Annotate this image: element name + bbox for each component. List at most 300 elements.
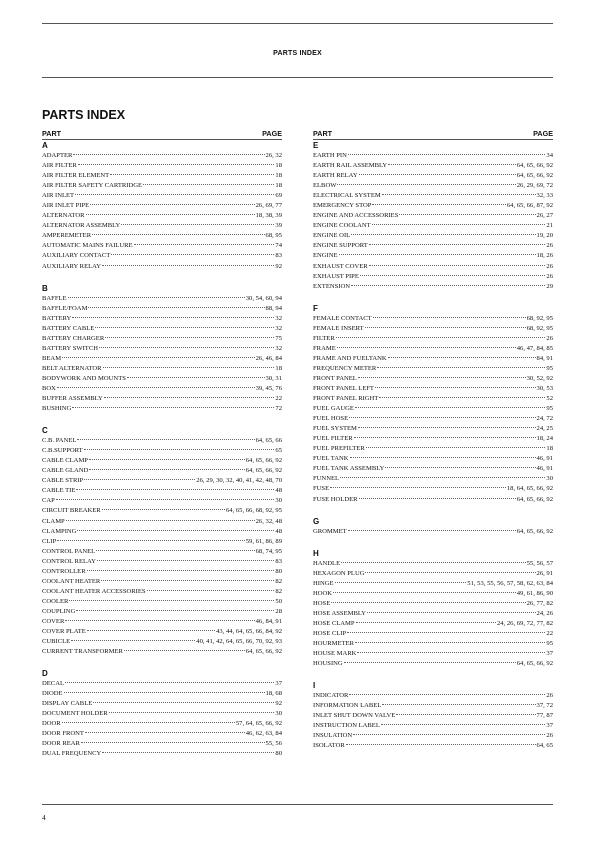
part-name: EXHAUST COVER	[313, 262, 368, 270]
dot-leader	[109, 712, 275, 713]
index-entry	[42, 547, 282, 557]
dot-leader	[102, 752, 274, 753]
dot-leader	[331, 602, 525, 603]
dot-leader	[347, 632, 545, 633]
dot-leader	[335, 582, 467, 583]
part-name: INSULATION	[313, 732, 353, 740]
index-column-right	[313, 129, 553, 751]
index-section	[42, 668, 282, 759]
page-refs: 72	[275, 405, 282, 413]
dot-leader	[351, 234, 535, 235]
index-entry	[42, 557, 282, 567]
index-entry	[313, 599, 553, 609]
page-refs: 26	[546, 242, 553, 250]
dot-leader	[101, 580, 274, 581]
page-refs: 95	[546, 364, 553, 372]
index-entry	[42, 211, 282, 221]
dot-leader	[104, 397, 275, 398]
page-refs: 18	[275, 182, 282, 190]
page-refs: 46, 47, 84, 85	[516, 344, 553, 352]
page-refs: 64, 65, 66, 92	[516, 660, 553, 668]
page-refs: 64, 65, 66	[255, 437, 282, 445]
dot-leader	[354, 437, 536, 438]
dot-leader	[89, 469, 244, 470]
index-entry	[42, 699, 282, 709]
dot-leader	[105, 337, 274, 338]
dot-leader	[372, 204, 505, 205]
dot-leader	[76, 610, 274, 611]
dot-leader	[92, 234, 264, 235]
page-refs: 22	[546, 629, 553, 637]
part-name: FUEL TANK	[313, 455, 349, 463]
page-refs: 69	[275, 192, 282, 200]
index-entry	[42, 506, 282, 516]
index-entry	[313, 221, 553, 231]
index-entry	[313, 354, 553, 364]
part-name: ELBOW	[313, 182, 337, 190]
section-letter: F	[313, 303, 318, 313]
part-name: FUEL SYSTEM	[313, 425, 357, 433]
dot-leader	[65, 620, 254, 621]
page-refs: 26, 32, 48	[255, 517, 282, 525]
dot-leader	[369, 244, 546, 245]
page-refs: 80	[275, 567, 282, 575]
dot-leader	[56, 499, 275, 500]
dot-leader	[78, 164, 275, 165]
dot-leader	[337, 184, 515, 185]
part-name: BOX	[42, 384, 56, 392]
dot-leader	[337, 347, 516, 348]
index-entry	[313, 404, 553, 414]
dot-leader	[379, 397, 545, 398]
index-entry	[42, 456, 282, 466]
part-name: ENGINE AND ACCESSORIES	[313, 212, 399, 220]
part-name: COOLANT HEATER	[42, 577, 101, 585]
header-rule	[42, 77, 553, 78]
index-section	[42, 425, 282, 657]
index-entry	[313, 721, 553, 731]
index-entry	[42, 496, 282, 506]
part-name: CUBICLE	[42, 638, 71, 646]
dot-leader	[62, 357, 255, 358]
dot-leader	[382, 194, 536, 195]
index-entry	[313, 527, 553, 537]
index-section	[313, 548, 553, 670]
section-letter: A	[42, 141, 48, 150]
part-name: ISOLATOR	[313, 742, 345, 750]
index-entry	[42, 527, 282, 537]
dot-leader	[57, 540, 244, 541]
part-name: FRAME AND FUELTANK	[313, 354, 387, 362]
page-refs: 65	[275, 447, 282, 455]
page-refs: 19, 20	[536, 232, 553, 240]
index-entry	[42, 304, 282, 314]
dot-leader	[358, 427, 536, 428]
page-refs: 43, 44, 64, 65, 66, 84, 92	[216, 628, 282, 636]
index-entry	[313, 711, 553, 721]
index-entry	[313, 344, 553, 354]
dot-leader	[134, 244, 275, 245]
part-name: AIR FILTER ELEMENT	[42, 172, 110, 180]
part-name: ENGINE	[313, 252, 338, 260]
index-entry	[313, 569, 553, 579]
part-name: ALTERNATOR ASSEMBLY	[42, 222, 121, 230]
index-entry	[42, 486, 282, 496]
dot-leader	[353, 734, 545, 735]
index-entry	[42, 294, 282, 304]
page-refs: 32	[275, 314, 282, 322]
page-refs: 18, 64, 65, 66, 92	[506, 485, 553, 493]
page-refs: 50	[275, 597, 282, 605]
part-name: FUSE	[313, 485, 330, 493]
index-entry	[42, 364, 282, 374]
index-entry	[313, 241, 553, 251]
index-entry	[42, 241, 282, 251]
part-name: BELT ALTERNATOR	[42, 364, 102, 372]
part-name: FILTER	[313, 334, 335, 342]
dot-leader	[69, 600, 274, 601]
index-entry	[313, 659, 553, 669]
dot-leader	[97, 560, 274, 561]
page-refs: 26, 29, 69, 72	[516, 182, 553, 190]
index-entry	[42, 314, 282, 324]
part-name: BATTERY SWITCH	[42, 344, 98, 352]
page-title: PARTS INDEX	[42, 108, 126, 122]
index-entry	[42, 404, 282, 414]
part-name: FUEL FILTER	[313, 435, 353, 443]
part-name: CONTROL PANEL	[42, 547, 96, 555]
dot-leader	[72, 317, 274, 318]
part-name: C.B.SUPPORT	[42, 447, 83, 455]
index-entry	[313, 282, 553, 292]
index-entry	[313, 424, 553, 434]
dot-leader	[365, 572, 535, 573]
part-name: DOOR REAR	[42, 740, 80, 748]
index-entry	[313, 434, 553, 444]
index-entry	[42, 627, 282, 637]
dot-leader	[147, 590, 275, 591]
index-entry	[42, 719, 282, 729]
index-entry	[42, 476, 282, 486]
page-refs: 48	[275, 487, 282, 495]
part-column-label: PART	[313, 129, 333, 138]
page-refs: 64, 65, 66, 92	[245, 648, 282, 656]
dot-leader	[340, 477, 545, 478]
dot-leader	[388, 357, 536, 358]
page-refs: 30, 31	[265, 374, 282, 382]
dot-leader	[339, 254, 536, 255]
part-name: CIRCUIT BREAKER	[42, 507, 101, 515]
part-name: FUEL GAUGE	[313, 405, 354, 413]
index-entry	[313, 251, 553, 261]
index-entry	[313, 384, 553, 394]
index-section	[313, 140, 553, 292]
index-entry	[42, 577, 282, 587]
index-entry	[42, 221, 282, 231]
part-name: BATTERY	[42, 314, 72, 322]
page-refs: 55, 56	[265, 740, 282, 748]
page-refs: 26, 32	[265, 152, 282, 159]
index-entry	[42, 587, 282, 597]
page-refs: 68, 74, 95	[255, 547, 282, 555]
index-entry	[42, 394, 282, 404]
part-name: GROMMET	[313, 527, 347, 535]
index-entry	[42, 201, 282, 211]
dot-leader	[103, 367, 275, 368]
page-refs: 18, 26	[536, 252, 553, 260]
dot-leader	[68, 297, 245, 298]
index-entry	[42, 191, 282, 201]
index-entry	[42, 151, 282, 161]
part-name: FUSE HOLDER	[313, 495, 358, 503]
dot-leader	[382, 704, 535, 705]
index-entry	[313, 314, 553, 324]
column-header	[313, 129, 553, 140]
dot-leader	[124, 650, 245, 651]
index-entry	[313, 262, 553, 272]
index-entry	[42, 617, 282, 627]
dot-leader	[102, 509, 225, 510]
part-name: CLIP	[42, 537, 57, 545]
dot-leader	[348, 530, 516, 531]
page-refs: 26	[546, 732, 553, 740]
index-entry	[42, 466, 282, 476]
part-name: HOSE CLIP	[313, 629, 347, 637]
part-name: CONTROLLER	[42, 567, 86, 575]
index-entry	[313, 394, 553, 404]
part-name: BUSHING	[42, 405, 72, 413]
part-name: AUXILIARY CONTACT	[42, 252, 111, 260]
page-refs: 26	[546, 272, 553, 280]
page-refs: 24, 26	[536, 609, 553, 617]
part-name: EARTH PIN	[313, 152, 347, 159]
page-refs: 30	[546, 475, 553, 483]
index-entry	[42, 647, 282, 657]
dot-leader	[93, 702, 274, 703]
page-refs: 83	[275, 557, 282, 565]
page-refs: 30	[275, 497, 282, 505]
index-entry	[42, 231, 282, 241]
page-refs: 64, 65, 66, 92	[516, 495, 553, 503]
index-entry	[42, 517, 282, 527]
index-entry	[42, 324, 282, 334]
part-name: FUEL PREFILTER	[313, 445, 365, 453]
part-name: HOURMETER	[313, 639, 355, 647]
part-name: BEAM	[42, 354, 62, 362]
page-refs: 26	[546, 692, 553, 700]
part-name: FRONT PANEL	[313, 374, 357, 382]
index-entry	[313, 414, 553, 424]
index-entry	[313, 579, 553, 589]
dot-leader	[57, 387, 255, 388]
index-entry	[42, 679, 282, 689]
index-entry	[313, 701, 553, 711]
page-refs: 55, 56, 57	[526, 559, 553, 567]
part-name: HOUSE MARK	[313, 650, 357, 658]
page-refs: 18	[546, 445, 553, 453]
page-refs: 32	[275, 344, 282, 352]
dot-leader	[355, 642, 545, 643]
index-entry	[313, 731, 553, 741]
index-entry	[313, 484, 553, 494]
index-entry	[42, 262, 282, 272]
page-refs: 26, 77, 82	[526, 599, 553, 607]
part-name: EXTENSION	[313, 282, 350, 290]
part-name: AIR INLET PIPE	[42, 202, 90, 210]
part-name: CLAMP	[42, 517, 65, 525]
part-name: DOCUMENT HOLDER	[42, 710, 108, 718]
part-name: DECAL	[42, 680, 64, 688]
index-entry	[42, 637, 282, 647]
dot-leader	[84, 479, 195, 480]
index-entry	[313, 559, 553, 569]
part-name: AIR FILTER	[42, 162, 77, 170]
dot-leader	[64, 692, 265, 693]
part-name: DUAL FREQUENCY	[42, 750, 102, 758]
part-name: INDICATOR	[313, 692, 349, 700]
part-name: CLAMPING	[42, 527, 77, 535]
page-refs: 39, 45, 76	[255, 384, 282, 392]
part-name: HOSE CLAMP	[313, 619, 355, 627]
page-refs: 88, 94	[265, 304, 282, 312]
dot-leader	[388, 164, 516, 165]
part-column-label: PART	[42, 129, 62, 138]
part-name: HOSE ASSEMBLY	[313, 609, 367, 617]
page-refs: 26, 91	[536, 569, 553, 577]
index-entry	[42, 161, 282, 171]
index-entry	[42, 446, 282, 456]
index-entry	[313, 211, 553, 221]
dot-leader	[333, 592, 516, 593]
page-refs: 64, 65, 66, 68, 92, 95	[225, 507, 282, 515]
dot-leader	[355, 407, 545, 408]
index-entry	[42, 739, 282, 749]
page-refs: 48	[275, 527, 282, 535]
page-refs: 64, 65, 66, 87, 92	[506, 202, 553, 210]
index-entry	[313, 201, 553, 211]
page-refs: 68, 95	[265, 232, 282, 240]
dot-leader	[88, 307, 264, 308]
part-name: BAFFLE	[42, 294, 67, 302]
dot-leader	[111, 254, 274, 255]
page-refs: 18	[275, 364, 282, 372]
section-letter: G	[313, 516, 320, 526]
part-name: BODYWORK AND MOUNTS	[42, 374, 126, 382]
index-section	[313, 516, 553, 537]
part-name: EARTH RAIL ASSEMBLY	[313, 162, 388, 170]
page-refs: 26, 46, 84	[255, 354, 282, 362]
dot-leader	[87, 630, 215, 631]
part-name: COVER	[42, 617, 65, 625]
index-entry	[313, 334, 553, 344]
part-name: HINGE	[313, 579, 334, 587]
column-header	[42, 129, 282, 140]
index-entry	[313, 629, 553, 639]
index-entry	[313, 609, 553, 619]
dot-leader	[377, 367, 545, 368]
index-entry	[313, 741, 553, 751]
part-name: FRONT PANEL RIGHT	[313, 395, 379, 403]
index-entry	[313, 364, 553, 374]
dot-leader	[77, 530, 274, 531]
part-name: DIODE	[42, 690, 63, 698]
dot-leader	[381, 724, 546, 725]
index-section	[42, 283, 282, 415]
part-name: FUNNEL	[313, 475, 340, 483]
dot-leader	[77, 439, 254, 440]
page-refs: 26, 29, 30, 32, 40, 41, 42, 48, 70	[196, 477, 282, 485]
index-entry	[42, 567, 282, 577]
part-name: FRONT PANEL LEFT	[313, 384, 374, 392]
page-refs: 52	[546, 395, 553, 403]
dot-leader	[65, 682, 274, 683]
dot-leader	[84, 449, 275, 450]
index-entry	[313, 495, 553, 505]
part-name: CAP	[42, 497, 55, 505]
part-name: INSTRUCTION LABEL	[313, 722, 380, 730]
part-name: CABLE CLAMP	[42, 457, 88, 465]
dot-leader	[358, 377, 526, 378]
dot-leader	[344, 662, 516, 663]
dot-leader	[356, 622, 496, 623]
section-letter: E	[313, 141, 319, 150]
index-entry	[313, 474, 553, 484]
dot-leader	[396, 714, 535, 715]
page-refs: 64, 65, 66, 92	[516, 527, 553, 535]
part-name: AUXILIARY RELAY	[42, 262, 102, 270]
page-refs: 74	[275, 242, 282, 250]
index-entry	[42, 181, 282, 191]
part-name: FREQUENCY METER	[313, 364, 377, 372]
part-name: ENGINE SUPPORT	[313, 242, 368, 250]
dot-leader	[366, 447, 546, 448]
page-refs: 22	[275, 395, 282, 403]
index-entry	[42, 537, 282, 547]
index-entry	[313, 151, 553, 161]
index-entry	[42, 374, 282, 384]
page-refs: 18, 38, 39	[255, 212, 282, 220]
part-name: BAFFLE/FOAM	[42, 304, 88, 312]
part-name: C.B. PANEL	[42, 437, 77, 445]
part-name: BUFFER ASSEMBLY	[42, 395, 103, 403]
index-entry	[313, 272, 553, 282]
page-refs: 80	[275, 750, 282, 758]
page-refs: 18, 24	[536, 435, 553, 443]
dot-leader	[73, 154, 264, 155]
part-name: AIR FILTER SAFETY CARTRIDGE	[42, 182, 143, 190]
page-refs: 82	[275, 587, 282, 595]
dot-leader	[102, 265, 274, 266]
dot-leader	[367, 612, 535, 613]
index-entry	[42, 436, 282, 446]
index-entry	[313, 649, 553, 659]
page-refs: 18, 68	[265, 690, 282, 698]
part-name: ADAPTER	[42, 152, 73, 159]
footer-rule	[42, 804, 553, 805]
page-refs: 32	[275, 324, 282, 332]
index-sections	[42, 140, 282, 760]
index-entry	[313, 454, 553, 464]
part-name: FEMALE CONTACT	[313, 314, 372, 322]
dot-leader	[90, 204, 254, 205]
page-refs: 30, 54, 60, 94	[245, 294, 282, 302]
dot-leader	[72, 407, 274, 408]
part-name: HOOK	[313, 589, 333, 597]
page-refs: 95	[546, 639, 553, 647]
top-rule	[42, 23, 553, 24]
dot-leader	[359, 498, 516, 499]
page-refs: 57, 64, 65, 66, 92	[235, 720, 282, 728]
